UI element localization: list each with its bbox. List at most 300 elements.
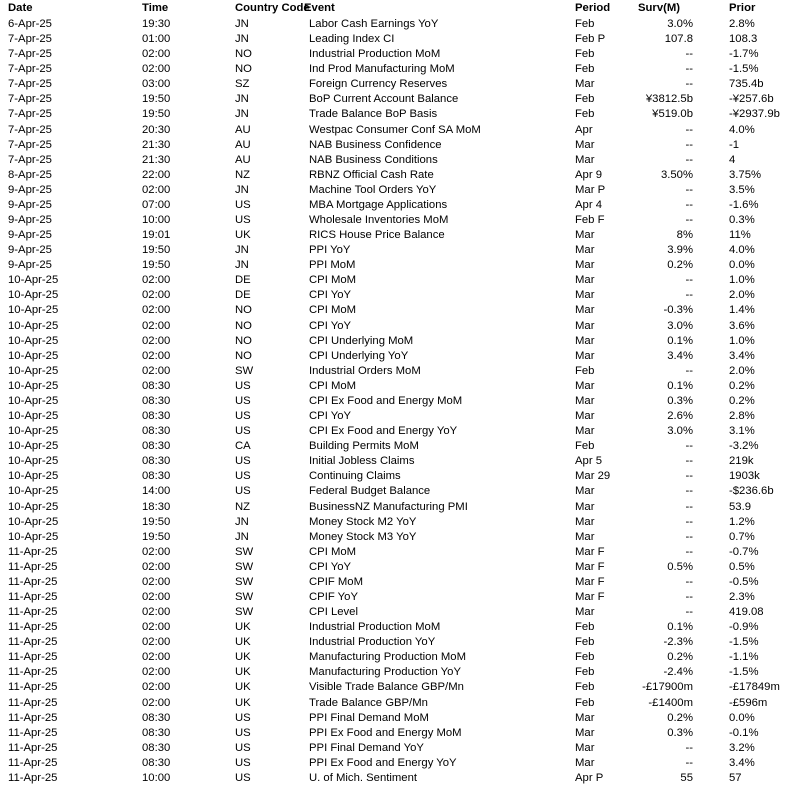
cell-survey: 0.1% (667, 621, 693, 634)
table-row (0, 379, 803, 394)
table-row (0, 364, 803, 379)
cell-period: Feb (575, 18, 595, 30)
cell-country-code: AU (235, 123, 251, 136)
column-header-date: Date (8, 2, 33, 14)
cell-date: 10-Apr-25 (8, 500, 59, 513)
cell-event: CPI Level (309, 606, 358, 619)
cell-date: 10-Apr-25 (8, 410, 59, 423)
cell-time: 08:30 (142, 379, 171, 392)
cell-survey: -- (685, 515, 693, 528)
cell-event: PPI Ex Food and Energy YoY (309, 756, 457, 769)
cell-country-code: NO (235, 304, 252, 317)
cell-survey: 0.1% (667, 334, 693, 347)
cell-prior: 3.2% (729, 741, 755, 754)
cell-prior: 0.5% (729, 560, 755, 573)
table-row (0, 680, 803, 695)
cell-survey: -£1400m (648, 696, 693, 709)
cell-survey: ¥3812.5b (645, 93, 693, 106)
cell-period: Mar (575, 138, 595, 151)
cell-event: Ind Prod Manufacturing MoM (309, 63, 455, 76)
table-row (0, 168, 803, 183)
cell-country-code: SW (235, 575, 254, 588)
table-row (0, 107, 803, 122)
cell-country-code: JN (235, 18, 249, 30)
cell-time: 21:30 (142, 138, 171, 151)
table-row (0, 696, 803, 711)
cell-prior: 2.3% (729, 590, 755, 603)
table-row (0, 469, 803, 484)
cell-survey: -- (685, 123, 693, 136)
cell-survey: -2.3% (663, 636, 693, 649)
cell-country-code: UK (235, 636, 251, 649)
cell-survey: -- (685, 455, 693, 468)
cell-survey: 0.2% (667, 711, 693, 724)
cell-event: Wholesale Inventories MoM (309, 214, 449, 227)
cell-period: Mar (575, 259, 595, 272)
table-row (0, 183, 803, 198)
cell-prior: 11% (729, 229, 751, 242)
cell-date: 10-Apr-25 (8, 274, 59, 287)
cell-country-code: DE (235, 274, 251, 287)
cell-time: 22:00 (142, 168, 171, 181)
cell-time: 21:30 (142, 153, 171, 166)
cell-survey: 0.3% (667, 726, 693, 739)
cell-period: Mar (575, 741, 595, 754)
cell-time: 02:00 (142, 349, 171, 362)
cell-time: 02:00 (142, 48, 171, 61)
cell-event: NAB Business Conditions (309, 153, 438, 166)
cell-period: Mar (575, 756, 595, 769)
cell-period: Mar (575, 379, 595, 392)
cell-country-code: JN (235, 108, 249, 121)
cell-date: 9-Apr-25 (8, 229, 52, 242)
cell-period: Mar (575, 726, 595, 739)
cell-event: CPI MoM (309, 274, 357, 287)
table-row (0, 605, 803, 620)
cell-prior: 419.08 (729, 606, 764, 619)
cell-event: Labor Cash Earnings YoY (309, 18, 439, 30)
cell-event: CPI Ex Food and Energy MoM (309, 394, 463, 407)
cell-time: 08:30 (142, 726, 171, 739)
table-row (0, 77, 803, 92)
cell-time: 02:00 (142, 696, 171, 709)
cell-survey: 8% (676, 229, 693, 242)
table-row (0, 439, 803, 454)
cell-time: 02:00 (142, 606, 171, 619)
cell-date: 9-Apr-25 (8, 183, 52, 196)
cell-period: Mar (575, 530, 595, 543)
cell-time: 08:30 (142, 394, 171, 407)
table-row (0, 349, 803, 364)
cell-prior: 0.3% (729, 214, 755, 227)
cell-period: Mar (575, 410, 595, 423)
table-row (0, 138, 803, 153)
cell-date: 9-Apr-25 (8, 214, 52, 227)
cell-date: 7-Apr-25 (8, 78, 52, 91)
cell-country-code: NO (235, 63, 252, 76)
table-header-row (0, 0, 803, 17)
cell-country-code: US (235, 198, 251, 211)
cell-prior: 2.8% (729, 410, 755, 423)
cell-event: U. of Mich. Sentiment (309, 771, 417, 784)
cell-prior: 3.5% (729, 183, 755, 196)
cell-country-code: NO (235, 349, 252, 362)
table-row (0, 319, 803, 334)
table-header (0, 0, 803, 17)
cell-event: CPIF YoY (309, 590, 358, 603)
cell-time: 19:01 (142, 229, 171, 242)
cell-time: 19:50 (142, 530, 171, 543)
cell-period: Feb (575, 651, 595, 664)
cell-date: 11-Apr-25 (8, 621, 58, 634)
cell-time: 18:30 (142, 500, 171, 513)
cell-period: Apr 9 (575, 168, 603, 181)
cell-survey: 55 (680, 771, 693, 784)
cell-time: 08:30 (142, 756, 171, 769)
cell-event: CPI YoY (309, 289, 352, 302)
cell-survey: -0.3% (663, 304, 693, 317)
cell-country-code: CA (235, 440, 251, 453)
cell-time: 19:50 (142, 108, 171, 121)
cell-prior: 0.2% (729, 394, 755, 407)
cell-prior: -1.5% (729, 63, 759, 76)
table-row (0, 303, 803, 318)
cell-survey: -- (685, 153, 693, 166)
cell-period: Feb (575, 666, 595, 679)
cell-country-code: UK (235, 229, 251, 242)
cell-period: Feb (575, 681, 595, 694)
cell-event: RICS House Price Balance (309, 229, 445, 242)
cell-survey: -- (685, 440, 693, 453)
cell-period: Mar (575, 711, 595, 724)
cell-survey: -- (685, 530, 693, 543)
table-row (0, 123, 803, 138)
cell-country-code: UK (235, 696, 251, 709)
table-row (0, 153, 803, 168)
table-row (0, 334, 803, 349)
cell-date: 11-Apr-25 (8, 636, 58, 649)
cell-prior: 1903k (729, 470, 760, 483)
cell-time: 02:00 (142, 304, 171, 317)
cell-prior: 57 (729, 771, 742, 784)
table-row (0, 500, 803, 515)
cell-date: 11-Apr-25 (8, 771, 58, 784)
cell-time: 02:00 (142, 636, 171, 649)
cell-country-code: SW (235, 560, 254, 573)
cell-prior: 2.0% (729, 364, 755, 377)
cell-prior: -£17849m (729, 681, 780, 694)
cell-country-code: JN (235, 259, 249, 272)
cell-date: 11-Apr-25 (8, 606, 58, 619)
cell-event: Federal Budget Balance (309, 485, 431, 498)
table-row (0, 17, 803, 32)
cell-date: 10-Apr-25 (8, 455, 59, 468)
cell-prior: -£596m (729, 696, 768, 709)
cell-country-code: NZ (235, 500, 251, 513)
cell-date: 11-Apr-25 (8, 545, 58, 558)
cell-country-code: US (235, 726, 251, 739)
cell-event: CPI Underlying MoM (309, 334, 414, 347)
cell-prior: 3.6% (729, 319, 755, 332)
cell-prior: 0.2% (729, 379, 755, 392)
cell-date: 10-Apr-25 (8, 349, 59, 362)
cell-survey: -- (685, 364, 693, 377)
cell-event: CPI MoM (309, 545, 357, 558)
cell-survey: 0.1% (667, 379, 693, 392)
table-row (0, 620, 803, 635)
table-row (0, 515, 803, 530)
cell-date: 11-Apr-25 (8, 726, 58, 739)
table-row (0, 575, 803, 590)
cell-time: 19:50 (142, 93, 171, 106)
cell-date: 11-Apr-25 (8, 575, 58, 588)
cell-country-code: JN (235, 93, 249, 106)
column-header-period: Period (575, 2, 611, 14)
cell-time: 02:00 (142, 651, 171, 664)
cell-date: 7-Apr-25 (8, 93, 52, 106)
cell-time: 08:30 (142, 741, 171, 754)
cell-survey: -2.4% (663, 666, 693, 679)
cell-country-code: AU (235, 138, 251, 151)
cell-event: Trade Balance BoP Basis (309, 108, 438, 121)
cell-event: MBA Mortgage Applications (309, 198, 448, 211)
cell-time: 02:00 (142, 590, 171, 603)
table-row (0, 32, 803, 47)
cell-country-code: UK (235, 651, 251, 664)
cell-country-code: JN (235, 244, 249, 257)
cell-event: NAB Business Confidence (309, 138, 442, 151)
cell-survey: -- (685, 274, 693, 287)
cell-event: Continuing Claims (309, 470, 401, 483)
cell-survey: -- (685, 575, 693, 588)
cell-date: 11-Apr-25 (8, 741, 58, 754)
cell-event: Machine Tool Orders YoY (309, 183, 437, 196)
cell-date: 7-Apr-25 (8, 33, 52, 46)
cell-survey: -- (685, 183, 693, 196)
cell-date: 9-Apr-25 (8, 259, 52, 272)
cell-event: Building Permits MoM (309, 440, 419, 453)
cell-survey: -- (685, 741, 693, 754)
cell-survey: -- (685, 545, 693, 558)
cell-country-code: NO (235, 48, 252, 61)
cell-period: Apr P (575, 771, 604, 784)
cell-period: Mar (575, 349, 595, 362)
table-row (0, 560, 803, 575)
cell-prior: -$236.6b (729, 485, 774, 498)
cell-event: CPI MoM (309, 379, 357, 392)
cell-country-code: US (235, 741, 251, 754)
cell-event: CPI YoY (309, 319, 352, 332)
cell-time: 02:00 (142, 274, 171, 287)
table-row (0, 756, 803, 771)
table-row (0, 545, 803, 560)
cell-period: Mar (575, 229, 595, 242)
cell-prior: 2.0% (729, 289, 755, 302)
cell-survey: 2.6% (667, 410, 693, 423)
cell-date: 10-Apr-25 (8, 530, 59, 543)
cell-event: CPIF MoM (309, 575, 363, 588)
cell-prior: -0.9% (729, 621, 759, 634)
cell-period: Apr (575, 123, 593, 136)
table-row (0, 47, 803, 62)
cell-period: Feb F (575, 214, 605, 227)
cell-survey: 3.9% (667, 244, 693, 257)
cell-date: 10-Apr-25 (8, 289, 59, 302)
cell-country-code: SW (235, 606, 254, 619)
cell-period: Mar (575, 78, 595, 91)
cell-prior: -0.5% (729, 575, 759, 588)
cell-country-code: NO (235, 334, 252, 347)
cell-date: 7-Apr-25 (8, 108, 52, 121)
cell-event: PPI YoY (309, 244, 351, 257)
cell-event: Initial Jobless Claims (309, 455, 415, 468)
cell-prior: 735.4b (729, 78, 764, 91)
cell-time: 03:00 (142, 78, 171, 91)
cell-prior: -1.5% (729, 636, 759, 649)
cell-survey: 3.50% (660, 168, 693, 181)
cell-prior: 3.1% (729, 425, 755, 438)
table-body (0, 17, 803, 786)
cell-country-code: UK (235, 666, 251, 679)
cell-time: 19:50 (142, 515, 171, 528)
cell-prior: 0.0% (729, 259, 755, 272)
table-row (0, 711, 803, 726)
cell-survey: -- (685, 48, 693, 61)
cell-survey: -- (685, 756, 693, 769)
cell-survey: -- (685, 500, 693, 513)
cell-date: 10-Apr-25 (8, 470, 59, 483)
cell-event: Foreign Currency Reserves (309, 78, 448, 91)
cell-event: RBNZ Official Cash Rate (309, 168, 434, 181)
cell-prior: -0.1% (729, 726, 759, 739)
cell-date: 11-Apr-25 (8, 651, 58, 664)
cell-date: 11-Apr-25 (8, 590, 58, 603)
cell-survey: -- (685, 198, 693, 211)
cell-prior: 108.3 (729, 33, 758, 46)
table-row (0, 771, 803, 786)
table-row (0, 484, 803, 499)
cell-prior: -1.5% (729, 666, 759, 679)
cell-period: Apr 5 (575, 455, 603, 468)
cell-country-code: JN (235, 33, 249, 46)
cell-date: 7-Apr-25 (8, 48, 52, 61)
cell-date: 10-Apr-25 (8, 334, 59, 347)
cell-period: Mar (575, 334, 595, 347)
table-row (0, 213, 803, 228)
cell-country-code: SW (235, 364, 254, 377)
cell-country-code: DE (235, 289, 251, 302)
cell-prior: 1.2% (729, 515, 755, 528)
cell-event: PPI Ex Food and Energy MoM (309, 726, 462, 739)
cell-event: Visible Trade Balance GBP/Mn (309, 681, 464, 694)
cell-event: Industrial Production MoM (309, 48, 441, 61)
cell-period: Feb (575, 63, 595, 76)
cell-country-code: JN (235, 530, 249, 543)
table-row (0, 198, 803, 213)
cell-period: Mar (575, 304, 595, 317)
table-row (0, 409, 803, 424)
table-row (0, 424, 803, 439)
cell-prior: 4.0% (729, 244, 755, 257)
cell-prior: 1.0% (729, 274, 755, 287)
cell-event: CPI YoY (309, 410, 352, 423)
cell-prior: 3.75% (729, 168, 762, 181)
cell-time: 02:00 (142, 289, 171, 302)
cell-date: 11-Apr-25 (8, 681, 58, 694)
column-header-prior: Prior (729, 2, 756, 14)
table-row (0, 62, 803, 77)
cell-time: 01:00 (142, 33, 171, 46)
cell-period: Apr 4 (575, 198, 603, 211)
cell-time: 07:00 (142, 198, 171, 211)
table-row (0, 92, 803, 107)
table-row (0, 258, 803, 273)
cell-period: Feb P (575, 33, 606, 46)
cell-time: 08:30 (142, 711, 171, 724)
cell-time: 08:30 (142, 470, 171, 483)
cell-prior: -1.6% (729, 198, 759, 211)
cell-prior: -1 (729, 138, 740, 151)
cell-date: 10-Apr-25 (8, 485, 59, 498)
cell-survey: 3.0% (667, 18, 693, 30)
cell-survey: -- (685, 289, 693, 302)
cell-time: 19:30 (142, 18, 171, 30)
cell-event: Industrial Orders MoM (309, 364, 421, 377)
cell-event: Manufacturing Production YoY (309, 666, 461, 679)
table-row (0, 635, 803, 650)
cell-period: Mar (575, 425, 595, 438)
cell-time: 08:30 (142, 455, 171, 468)
cell-date: 7-Apr-25 (8, 153, 52, 166)
cell-country-code: JN (235, 183, 249, 196)
cell-event: CPI MoM (309, 304, 357, 317)
cell-country-code: UK (235, 621, 251, 634)
cell-period: Mar (575, 153, 595, 166)
cell-date: 10-Apr-25 (8, 425, 59, 438)
cell-event: Money Stock M2 YoY (309, 515, 417, 528)
cell-country-code: SW (235, 590, 254, 603)
cell-time: 10:00 (142, 771, 171, 784)
cell-time: 14:00 (142, 485, 171, 498)
cell-date: 11-Apr-25 (8, 696, 58, 709)
cell-country-code: US (235, 470, 251, 483)
cell-event: Leading Index CI (309, 33, 395, 46)
table-row (0, 530, 803, 545)
cell-time: 08:30 (142, 410, 171, 423)
column-header-time: Time (142, 2, 169, 14)
table-row (0, 228, 803, 243)
table-row (0, 243, 803, 258)
cell-survey: 0.3% (667, 394, 693, 407)
cell-event: Trade Balance GBP/Mn (309, 696, 428, 709)
cell-country-code: US (235, 379, 251, 392)
cell-prior: -1.1% (729, 651, 759, 664)
cell-period: Mar (575, 289, 595, 302)
cell-time: 10:00 (142, 214, 171, 227)
cell-survey: -- (685, 606, 693, 619)
cell-country-code: UK (235, 681, 251, 694)
table-row (0, 590, 803, 605)
cell-country-code: JN (235, 515, 249, 528)
cell-date: 10-Apr-25 (8, 379, 59, 392)
cell-prior: -0.7% (729, 545, 759, 558)
cell-time: 19:50 (142, 244, 171, 257)
table-row (0, 394, 803, 409)
cell-country-code: US (235, 711, 251, 724)
cell-event: Manufacturing Production MoM (309, 651, 466, 664)
cell-period: Mar 29 (575, 470, 611, 483)
cell-date: 10-Apr-25 (8, 394, 59, 407)
